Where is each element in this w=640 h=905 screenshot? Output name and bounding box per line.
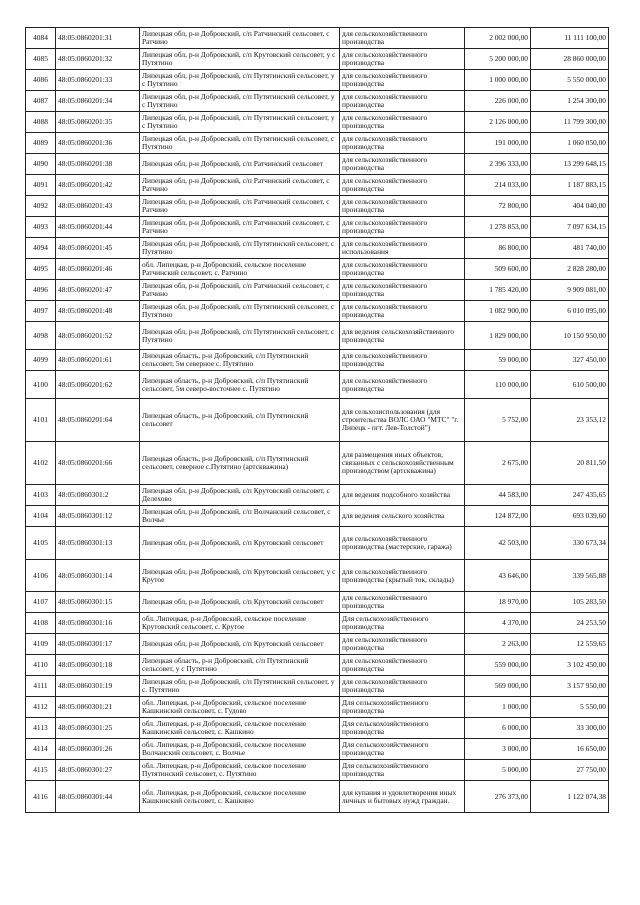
cadastral-number-cell: 48:05:0860301:18 [56, 655, 140, 676]
cadastral-number-cell: 48:05:0860301:13 [56, 527, 140, 560]
permitted-use-cell: для сельскохозяйственного производства [340, 301, 465, 322]
cadastral-number-cell: 48:05:0860201:46 [56, 259, 140, 280]
address-cell: Липецкая обл, р-н Добровский, с/п Путятинский сельсовет, у с Путятино [140, 91, 340, 112]
permitted-use-cell: для сельскохозяйственного производства [340, 592, 465, 613]
table-row [26, 280, 609, 301]
permitted-use-cell: Для сельскохозяйственного производства [340, 697, 465, 718]
address-cell: обл. Липецкая, р-н Добровский, сельское поселение Волчанский сельсовет, с. Волчье [140, 739, 340, 760]
row-number-cell: 4115 [26, 760, 56, 781]
address-cell: обл. Липецкая, р-н Добровский, сельское поселение Крутовский сельсовет, с. Крутое [140, 613, 340, 634]
table-row [26, 175, 609, 196]
table-row [26, 560, 609, 592]
permitted-use-cell: для сельскохозяйственного производства [340, 634, 465, 655]
table-row [26, 196, 609, 217]
permitted-use-cell: для сельскохозяйственного производства [340, 217, 465, 238]
row-number-cell: 4100 [26, 371, 56, 399]
table-row [26, 697, 609, 718]
cadastral-number-cell: 48:05:0860201:42 [56, 175, 140, 196]
area-value-cell: 509 600,00 [465, 259, 531, 280]
address-cell: Липецкая обл, р-н Добровский, с/п Крутовский сельсовет, у с Крутое [140, 560, 340, 592]
cadastral-value-cell: 481 740,00 [531, 238, 609, 259]
permitted-use-cell: для ведения подсобного хозяйства [340, 485, 465, 506]
table-row [26, 718, 609, 739]
cadastral-value-cell: 5 550,00 [531, 697, 609, 718]
table-row [26, 613, 609, 634]
cadastral-value-cell: 20 811,50 [531, 442, 609, 485]
permitted-use-cell: для сельскохозяйственного использования [340, 238, 465, 259]
area-value-cell: 124 872,00 [465, 506, 531, 527]
permitted-use-cell: Для сельскохозяйственного производства [340, 613, 465, 634]
table-row [26, 739, 609, 760]
cadastral-value-cell: 693 039,60 [531, 506, 609, 527]
cadastral-number-cell: 48:05:0860201:48 [56, 301, 140, 322]
table-row [26, 217, 609, 238]
area-value-cell: 2 002 000,00 [465, 28, 531, 49]
area-value-cell: 5 000,00 [465, 760, 531, 781]
permitted-use-cell: для сельскохозяйственного производства [340, 28, 465, 49]
cadastral-number-cell: 48:05:0860301:27 [56, 760, 140, 781]
table-row [26, 154, 609, 175]
cadastral-value-cell: 5 550 000,00 [531, 70, 609, 91]
address-cell: Липецкая обл, р-н Добровский, с/п Крутовский сельсовет [140, 634, 340, 655]
address-cell: Липецкая обл, р-н Добровский, с/п Путятинский сельсовет, с Путятино [140, 322, 340, 350]
permitted-use-cell: Для сельскохозяйственного производства [340, 760, 465, 781]
permitted-use-cell: для ведения сельскохозяйственного производства [340, 322, 465, 350]
permitted-use-cell: для сельскохозяйственного производства [340, 350, 465, 371]
cadastral-value-cell: 28 860 000,00 [531, 49, 609, 70]
permitted-use-cell: для сельскохозяйственного производства [340, 154, 465, 175]
area-value-cell: 1 829 000,00 [465, 322, 531, 350]
row-number-cell: 4105 [26, 527, 56, 560]
table-row [26, 399, 609, 442]
row-number-cell: 4116 [26, 781, 56, 813]
address-cell: Липецкая обл, р-н Добровский, с/п Путятинский сельсовет, с Путятино [140, 301, 340, 322]
cadastral-value-cell: 11 111 100,00 [531, 28, 609, 49]
table-row [26, 527, 609, 560]
address-cell: Липецкая обл, р-н Добровский, с/п Крутовский сельсовет [140, 527, 340, 560]
area-value-cell: 42 503,00 [465, 527, 531, 560]
cadastral-value-cell: 330 673,34 [531, 527, 609, 560]
area-value-cell: 226 000,00 [465, 91, 531, 112]
permitted-use-cell: для сельскохозяйственного производства [340, 175, 465, 196]
address-cell: Липецкая обл, р-н Добровский, с/п Ратчинский сельсовет, с Ратчино [140, 217, 340, 238]
land-parcel-table [25, 27, 609, 813]
area-value-cell: 5 200 000,00 [465, 49, 531, 70]
cadastral-value-cell: 1 254 300,00 [531, 91, 609, 112]
table-row [26, 49, 609, 70]
cadastral-number-cell: 48:05:0860201:62 [56, 371, 140, 399]
area-value-cell: 59 000,00 [465, 350, 531, 371]
area-value-cell: 5 752,00 [465, 399, 531, 442]
permitted-use-cell: для размещения иных объектов, связанных с сельскохозяйственным производством (артскважина) [340, 442, 465, 485]
permitted-use-cell: для сельскохозяйственного производства (мастерские, гаража) [340, 527, 465, 560]
permitted-use-cell: для сельскохозяйственного производства [340, 70, 465, 91]
row-number-cell: 4093 [26, 217, 56, 238]
cadastral-value-cell: 9 909 081,00 [531, 280, 609, 301]
cadastral-value-cell: 11 799 300,00 [531, 112, 609, 133]
cadastral-number-cell: 48:05:0860301:2 [56, 485, 140, 506]
cadastral-number-cell: 48:05:0860201:43 [56, 196, 140, 217]
address-cell: Липецкая обл, р-н Добровский, с/п Ратчинский сельсовет, с Ратчино [140, 196, 340, 217]
table-row [26, 781, 609, 813]
permitted-use-cell: для ведения сельского хозяйства [340, 506, 465, 527]
cadastral-number-cell: 48:05:0860301:19 [56, 676, 140, 697]
area-value-cell: 2 263,00 [465, 634, 531, 655]
row-number-cell: 4112 [26, 697, 56, 718]
row-number-cell: 4103 [26, 485, 56, 506]
cadastral-value-cell: 327 450,00 [531, 350, 609, 371]
address-cell: Липецкая обл, р-н Добровский, с/п Путятинский сельсовет, с Путятино [140, 133, 340, 154]
row-number-cell: 4091 [26, 175, 56, 196]
area-value-cell: 276 373,00 [465, 781, 531, 813]
cadastral-number-cell: 48:05:0860301:21 [56, 697, 140, 718]
permitted-use-cell: для сельскохозяйственного производства [340, 112, 465, 133]
table-row [26, 70, 609, 91]
cadastral-value-cell: 13 299 648,15 [531, 154, 609, 175]
address-cell: обл. Липецкая, р-н Добровский, сельское поселение Путятинский сельсовет, с. Путятино [140, 760, 340, 781]
permitted-use-cell: для купания и удовлетворения иных личных и бытовых нужд граждан. [340, 781, 465, 813]
row-number-cell: 4113 [26, 718, 56, 739]
area-value-cell: 1 278 853,00 [465, 217, 531, 238]
area-value-cell: 2 396 333,00 [465, 154, 531, 175]
cadastral-number-cell: 48:05:0860301:16 [56, 613, 140, 634]
area-value-cell: 1 000,00 [465, 697, 531, 718]
area-value-cell: 1 785 420,00 [465, 280, 531, 301]
row-number-cell: 4089 [26, 133, 56, 154]
address-cell: Липецкая обл, р-н Добровский, с/п Ратчинский сельсовет, с Ратчино [140, 28, 340, 49]
cadastral-value-cell: 1 060 050,00 [531, 133, 609, 154]
permitted-use-cell: для сельскохозяйственного производства (крытый ток, склады) [340, 560, 465, 592]
area-value-cell: 2 126 000,00 [465, 112, 531, 133]
table-row [26, 760, 609, 781]
cadastral-value-cell: 6 010 095,00 [531, 301, 609, 322]
cadastral-number-cell: 48:05:0860201:31 [56, 28, 140, 49]
cadastral-value-cell: 16 650,00 [531, 739, 609, 760]
cadastral-number-cell: 48:05:0860201:36 [56, 133, 140, 154]
cadastral-number-cell: 48:05:0860301:44 [56, 781, 140, 813]
address-cell: Липецкая область, р-н Добровский, с/п Путятинский сельсовет, 5м северо-восточнее с. Путятино [140, 371, 340, 399]
area-value-cell: 2 675,00 [465, 442, 531, 485]
area-value-cell: 18 970,00 [465, 592, 531, 613]
permitted-use-cell: для сельхозиспользования (для строительства ВОЛС ОАО "МТС" "г. Липецк - пгт. Лев-Толстой") [340, 399, 465, 442]
area-value-cell: 1 082 900,00 [465, 301, 531, 322]
cadastral-value-cell: 10 150 950,00 [531, 322, 609, 350]
area-value-cell: 6 000,00 [465, 718, 531, 739]
permitted-use-cell: для сельскохозяйственного производства [340, 655, 465, 676]
table-row [26, 350, 609, 371]
permitted-use-cell: для сельскохозяйственного производства [340, 280, 465, 301]
row-number-cell: 4102 [26, 442, 56, 485]
address-cell: Липецкая область, р-н Добровский, с/п Путятинский сельсовет [140, 399, 340, 442]
area-value-cell: 559 000,00 [465, 655, 531, 676]
table-row [26, 28, 609, 49]
address-cell: Липецкая обл, р-н Добровский, с/п Крутовский сельсовет, у с Путятино [140, 49, 340, 70]
table-row [26, 371, 609, 399]
permitted-use-cell: для сельскохозяйственного производства [340, 259, 465, 280]
row-number-cell: 4101 [26, 399, 56, 442]
cadastral-value-cell: 33 300,00 [531, 718, 609, 739]
cadastral-value-cell: 1 122 074,38 [531, 781, 609, 813]
cadastral-number-cell: 48:05:0860301:15 [56, 592, 140, 613]
cadastral-number-cell: 48:05:0860301:17 [56, 634, 140, 655]
area-value-cell: 569 000,00 [465, 676, 531, 697]
row-number-cell: 4099 [26, 350, 56, 371]
row-number-cell: 4106 [26, 560, 56, 592]
area-value-cell: 1 000 000,00 [465, 70, 531, 91]
row-number-cell: 4088 [26, 112, 56, 133]
table-row [26, 112, 609, 133]
cadastral-value-cell: 1 187 883,15 [531, 175, 609, 196]
cadastral-value-cell: 339 565,88 [531, 560, 609, 592]
row-number-cell: 4104 [26, 506, 56, 527]
cadastral-number-cell: 48:05:0860201:34 [56, 91, 140, 112]
table-row [26, 442, 609, 485]
table-row [26, 238, 609, 259]
permitted-use-cell: для сельскохозяйственного производства [340, 196, 465, 217]
cadastral-number-cell: 48:05:0860201:44 [56, 217, 140, 238]
address-cell: Липецкая область, р-н Добровский, с/п Путятинский сельсовет, 5м северное с. Путятино [140, 350, 340, 371]
row-number-cell: 4114 [26, 739, 56, 760]
row-number-cell: 4084 [26, 28, 56, 49]
table-row [26, 676, 609, 697]
cadastral-number-cell: 48:05:0860201:64 [56, 399, 140, 442]
table-row [26, 485, 609, 506]
cadastral-number-cell: 48:05:0860301:12 [56, 506, 140, 527]
area-value-cell: 43 646,00 [465, 560, 531, 592]
row-number-cell: 4107 [26, 592, 56, 613]
cadastral-value-cell: 27 750,00 [531, 760, 609, 781]
address-cell: Липецкая обл, р-н Добровский, с/п Ратчинский сельсовет, с Ратчино [140, 280, 340, 301]
cadastral-number-cell: 48:05:0860301:14 [56, 560, 140, 592]
cadastral-number-cell: 48:05:0860201:35 [56, 112, 140, 133]
cadastral-number-cell: 48:05:0860301:26 [56, 739, 140, 760]
row-number-cell: 4092 [26, 196, 56, 217]
table-row [26, 259, 609, 280]
cadastral-value-cell: 12 559,65 [531, 634, 609, 655]
row-number-cell: 4098 [26, 322, 56, 350]
address-cell: Липецкая область, р-н Добровский, с/п Путятинский сельсовет, у с Путятино [140, 655, 340, 676]
address-cell: Липецкая обл, р-н Добровский, с/п Путятинский сельсовет, у с Путятино [140, 70, 340, 91]
address-cell: Липецкая обл, р-н Добровский, с/п Путятинский сельсовет, у с Путятино [140, 112, 340, 133]
cadastral-value-cell: 610 500,00 [531, 371, 609, 399]
area-value-cell: 86 800,00 [465, 238, 531, 259]
row-number-cell: 4087 [26, 91, 56, 112]
address-cell: Липецкая обл, р-н Добровский, с/п Крутовский сельсовет, с Делехово [140, 485, 340, 506]
row-number-cell: 4085 [26, 49, 56, 70]
permitted-use-cell: для сельскохозяйственного производства [340, 49, 465, 70]
row-number-cell: 4095 [26, 259, 56, 280]
address-cell: Липецкая область, р-н Добровский, с/п Путятинский сельсовет, северное с.Путятино (артскважина) [140, 442, 340, 485]
row-number-cell: 4086 [26, 70, 56, 91]
permitted-use-cell: для сельскохозяйственного производства [340, 676, 465, 697]
permitted-use-cell: для сельскохозяйственного производства [340, 371, 465, 399]
cadastral-number-cell: 48:05:0860201:52 [56, 322, 140, 350]
table-row [26, 592, 609, 613]
table-row [26, 133, 609, 154]
area-value-cell: 214 033,00 [465, 175, 531, 196]
cadastral-value-cell: 247 435,65 [531, 485, 609, 506]
row-number-cell: 4110 [26, 655, 56, 676]
cadastral-value-cell: 23 353,12 [531, 399, 609, 442]
cadastral-value-cell: 404 040,00 [531, 196, 609, 217]
cadastral-value-cell: 3 102 450,00 [531, 655, 609, 676]
cadastral-number-cell: 48:05:0860201:33 [56, 70, 140, 91]
table-row [26, 91, 609, 112]
cadastral-number-cell: 48:05:0860201:38 [56, 154, 140, 175]
area-value-cell: 4 370,00 [465, 613, 531, 634]
permitted-use-cell: Для сельскохозяйственного производства [340, 739, 465, 760]
area-value-cell: 110 000,00 [465, 371, 531, 399]
row-number-cell: 4090 [26, 154, 56, 175]
address-cell: Липецкая обл, р-н Добровский, с/п Путятинский сельсовет, у с. Путятино [140, 676, 340, 697]
row-number-cell: 4097 [26, 301, 56, 322]
cadastral-value-cell: 105 283,50 [531, 592, 609, 613]
address-cell: обл. Липецкая, р-н Добровский, сельское поселение Кашкинский сельсовет, с. Кашкино [140, 781, 340, 813]
table-row [26, 655, 609, 676]
cadastral-number-cell: 48:05:0860201:32 [56, 49, 140, 70]
cadastral-number-cell: 48:05:0860201:66 [56, 442, 140, 485]
table-body [26, 28, 609, 813]
table-row [26, 322, 609, 350]
row-number-cell: 4111 [26, 676, 56, 697]
cadastral-value-cell: 2 828 280,00 [531, 259, 609, 280]
cadastral-value-cell: 24 253,50 [531, 613, 609, 634]
address-cell: Липецкая обл, р-н Добровский, с/п Волчанский сельсовет, с Волчье [140, 506, 340, 527]
table-row [26, 301, 609, 322]
row-number-cell: 4108 [26, 613, 56, 634]
cadastral-value-cell: 3 157 950,00 [531, 676, 609, 697]
address-cell: обл. Липецкая, р-н Добровский, сельское поселение Кашкинский сельсовет, с. Гудово [140, 697, 340, 718]
address-cell: обл. Липецкая, р-н Добровский, сельское поселение Ратчинский сельсовет, с. Ратчино [140, 259, 340, 280]
row-number-cell: 4094 [26, 238, 56, 259]
area-value-cell: 72 800,00 [465, 196, 531, 217]
address-cell: Липецкая обл, р-н Добровский, с/п Ратчинский сельсовет, с Ратчино [140, 175, 340, 196]
permitted-use-cell: для сельскохозяйственного производства [340, 91, 465, 112]
cadastral-number-cell: 48:05:0860201:61 [56, 350, 140, 371]
address-cell: Липецкая обл, р-н Добровский, с/п Ратчинский сельсовет [140, 154, 340, 175]
cadastral-number-cell: 48:05:0860301:25 [56, 718, 140, 739]
cadastral-value-cell: 7 097 634,15 [531, 217, 609, 238]
area-value-cell: 44 583,00 [465, 485, 531, 506]
row-number-cell: 4109 [26, 634, 56, 655]
address-cell: обл. Липецкая, р-н Добровский, сельское поселение Кашкинский сельсовет, с. Кашкино [140, 718, 340, 739]
table-row [26, 506, 609, 527]
area-value-cell: 3 000,00 [465, 739, 531, 760]
table-row [26, 634, 609, 655]
permitted-use-cell: для сельскохозяйственного производства [340, 133, 465, 154]
address-cell: Липецкая обл, р-н Добровский, с/п Крутовский сельсовет [140, 592, 340, 613]
cadastral-number-cell: 48:05:0860201:47 [56, 280, 140, 301]
address-cell: Липецкая обл, р-н Добровский, с/п Путятинский сельсовет, с Путятино [140, 238, 340, 259]
row-number-cell: 4096 [26, 280, 56, 301]
permitted-use-cell: Для сельскохозяйственного производства [340, 718, 465, 739]
cadastral-number-cell: 48:05:0860201:45 [56, 238, 140, 259]
area-value-cell: 191 000,00 [465, 133, 531, 154]
